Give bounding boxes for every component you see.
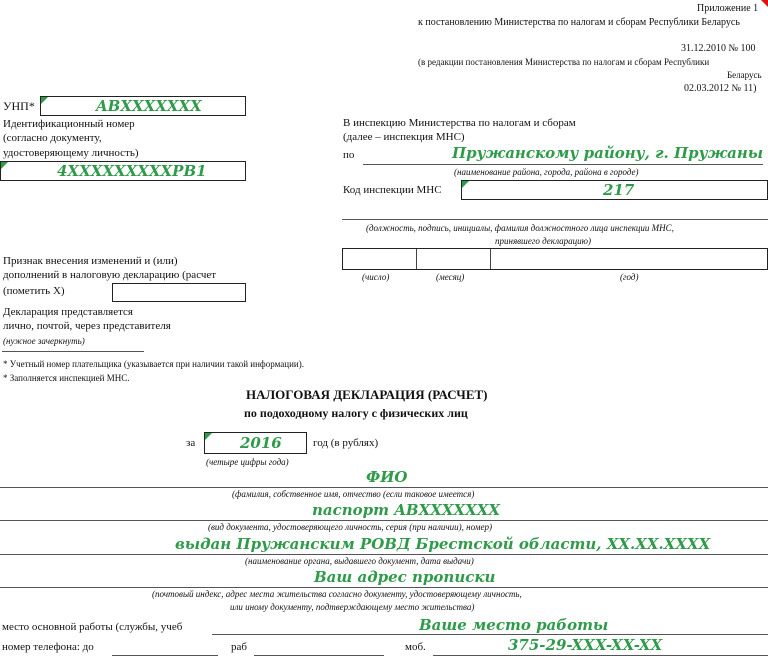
field-corner-icon bbox=[1, 162, 8, 169]
address-underline bbox=[0, 587, 768, 588]
note-2: * Заполняется инспекцией МНС. bbox=[3, 373, 130, 383]
day-cell[interactable] bbox=[342, 248, 416, 270]
unp-field[interactable] bbox=[40, 96, 246, 116]
issued-caption: (наименование органа, выдавшего документ, дата выдачи) bbox=[245, 556, 474, 566]
edition-line-1: (в редакции постановления Министерства по налогам и сборам Республики bbox=[418, 57, 710, 67]
phone-mobile-underline bbox=[433, 655, 768, 656]
day-caption: (число) bbox=[362, 272, 390, 282]
year-cell[interactable] bbox=[490, 248, 768, 270]
tax-year-value: 2016 bbox=[240, 434, 282, 452]
edition-line-3: 02.03.2012 № 11) bbox=[684, 83, 757, 94]
id-label-2: (согласно документу, bbox=[3, 132, 102, 144]
phone-label: номер телефона: до bbox=[2, 641, 94, 653]
submit-caption: (нужное зачеркнуть) bbox=[3, 336, 85, 346]
phone-mobile-label: моб. bbox=[405, 641, 426, 653]
id-number-value: 4XXXXXXXXXPB1 bbox=[57, 162, 207, 180]
work-underline bbox=[212, 634, 768, 635]
edition-line-2: Беларусь bbox=[727, 70, 762, 80]
phone-work-label: раб bbox=[231, 641, 247, 653]
official-underline bbox=[342, 219, 768, 220]
year-caption: (четыре цифры года) bbox=[206, 457, 289, 467]
declaration-title: НАЛОГОВАЯ ДЕКЛАРАЦИЯ (РАСЧЕТ) bbox=[246, 387, 488, 402]
district-value[interactable]: Пружанскому району, г. Пружаны bbox=[452, 144, 764, 162]
passport-caption: (вид документа, удостоверяющего личность, серия (при наличии), номер) bbox=[208, 522, 493, 532]
work-value[interactable]: Ваше место работы bbox=[419, 616, 609, 634]
inspection-code-label: Код инспекции МНС bbox=[343, 184, 442, 196]
id-label-1: Идентификационный номер bbox=[3, 118, 135, 130]
official-caption-1: (должность, подпись, инициалы, фамилия должностного лица инспекции МНС, bbox=[366, 223, 674, 233]
po-label: по bbox=[343, 149, 355, 161]
id-number-field[interactable] bbox=[0, 161, 246, 181]
corner-marker-icon bbox=[761, 0, 768, 7]
work-label: место основной работы (службы, учеб bbox=[2, 621, 183, 633]
passport-value[interactable]: паспорт ABXXXXXXX bbox=[312, 501, 501, 519]
address-caption-2: или иному документу, подтверждающему место жительства) bbox=[230, 602, 475, 612]
address-value[interactable]: Ваш адрес прописки bbox=[314, 568, 496, 586]
fio-caption: (фамилия, собственное имя, отчество (если таковое имеется) bbox=[232, 489, 475, 499]
month-cell[interactable] bbox=[416, 248, 490, 270]
field-corner-icon bbox=[462, 181, 469, 188]
official-caption-2: принявшего декларацию) bbox=[495, 236, 592, 246]
year-suffix-label: год (в рублях) bbox=[313, 437, 379, 449]
issued-value[interactable]: выдан Пружанским РОВД Брестской области, XX.XX.XXXX bbox=[175, 535, 711, 553]
district-caption: (наименование района, города, района в городе) bbox=[454, 167, 639, 177]
inspection-code-field[interactable] bbox=[461, 180, 768, 200]
inspection-label-1: В инспекцию Министерства по налогам и сборам bbox=[343, 117, 576, 129]
inspection-label-2: (далее – инспекция МНС) bbox=[343, 131, 465, 143]
changes-label-2: дополнений в налоговую декларацию (расчет bbox=[3, 269, 217, 281]
month-caption: (месяц) bbox=[436, 272, 465, 282]
fio-value[interactable]: ФИО bbox=[366, 468, 408, 486]
submit-label-1: Декларация представляется bbox=[3, 306, 133, 318]
date-number-label: 31.12.2010 № 100 bbox=[681, 43, 756, 54]
note-1: * Учетный номер плательщика (указывается при наличии такой информации). bbox=[3, 359, 304, 369]
resolution-label: к постановлению Министерства по налогам и сборам Республики Беларусь bbox=[418, 17, 740, 28]
fio-underline bbox=[0, 487, 768, 488]
changes-label-3: (пометить Х) bbox=[3, 285, 65, 297]
year-prefix-label: за bbox=[186, 437, 196, 449]
district-underline bbox=[363, 164, 763, 165]
phone-mobile-value[interactable]: 375-29-XXX-XX-XX bbox=[508, 636, 663, 654]
address-caption-1: (почтовый индекс, адрес места жительства согласно документу, удостоверяющему личность, bbox=[152, 589, 522, 599]
passport-underline bbox=[0, 520, 768, 521]
field-corner-icon bbox=[205, 433, 212, 440]
submit-label-2[interactable]: лично, почтой, через представителя bbox=[3, 320, 171, 332]
changes-mark-field[interactable] bbox=[112, 283, 246, 302]
field-corner-icon bbox=[41, 97, 48, 104]
changes-label-1: Признак внесения изменений и (или) bbox=[3, 255, 178, 267]
notes-divider bbox=[2, 351, 144, 352]
tax-year-field[interactable] bbox=[204, 432, 307, 454]
phone-home-underline[interactable] bbox=[112, 655, 218, 656]
unp-value: ABXXXXXXX bbox=[96, 97, 202, 115]
issued-underline bbox=[0, 554, 768, 555]
inspection-code-value: 217 bbox=[603, 181, 635, 199]
appendix-label: Приложение 1 bbox=[697, 3, 759, 14]
declaration-subtitle: по подоходному налогу с физических лиц bbox=[244, 406, 468, 420]
phone-work-underline[interactable] bbox=[254, 655, 384, 656]
id-label-3: удостоверяющему личность) bbox=[3, 147, 139, 159]
unp-label: УНП* bbox=[3, 99, 35, 113]
year-caption: (год) bbox=[620, 272, 639, 282]
